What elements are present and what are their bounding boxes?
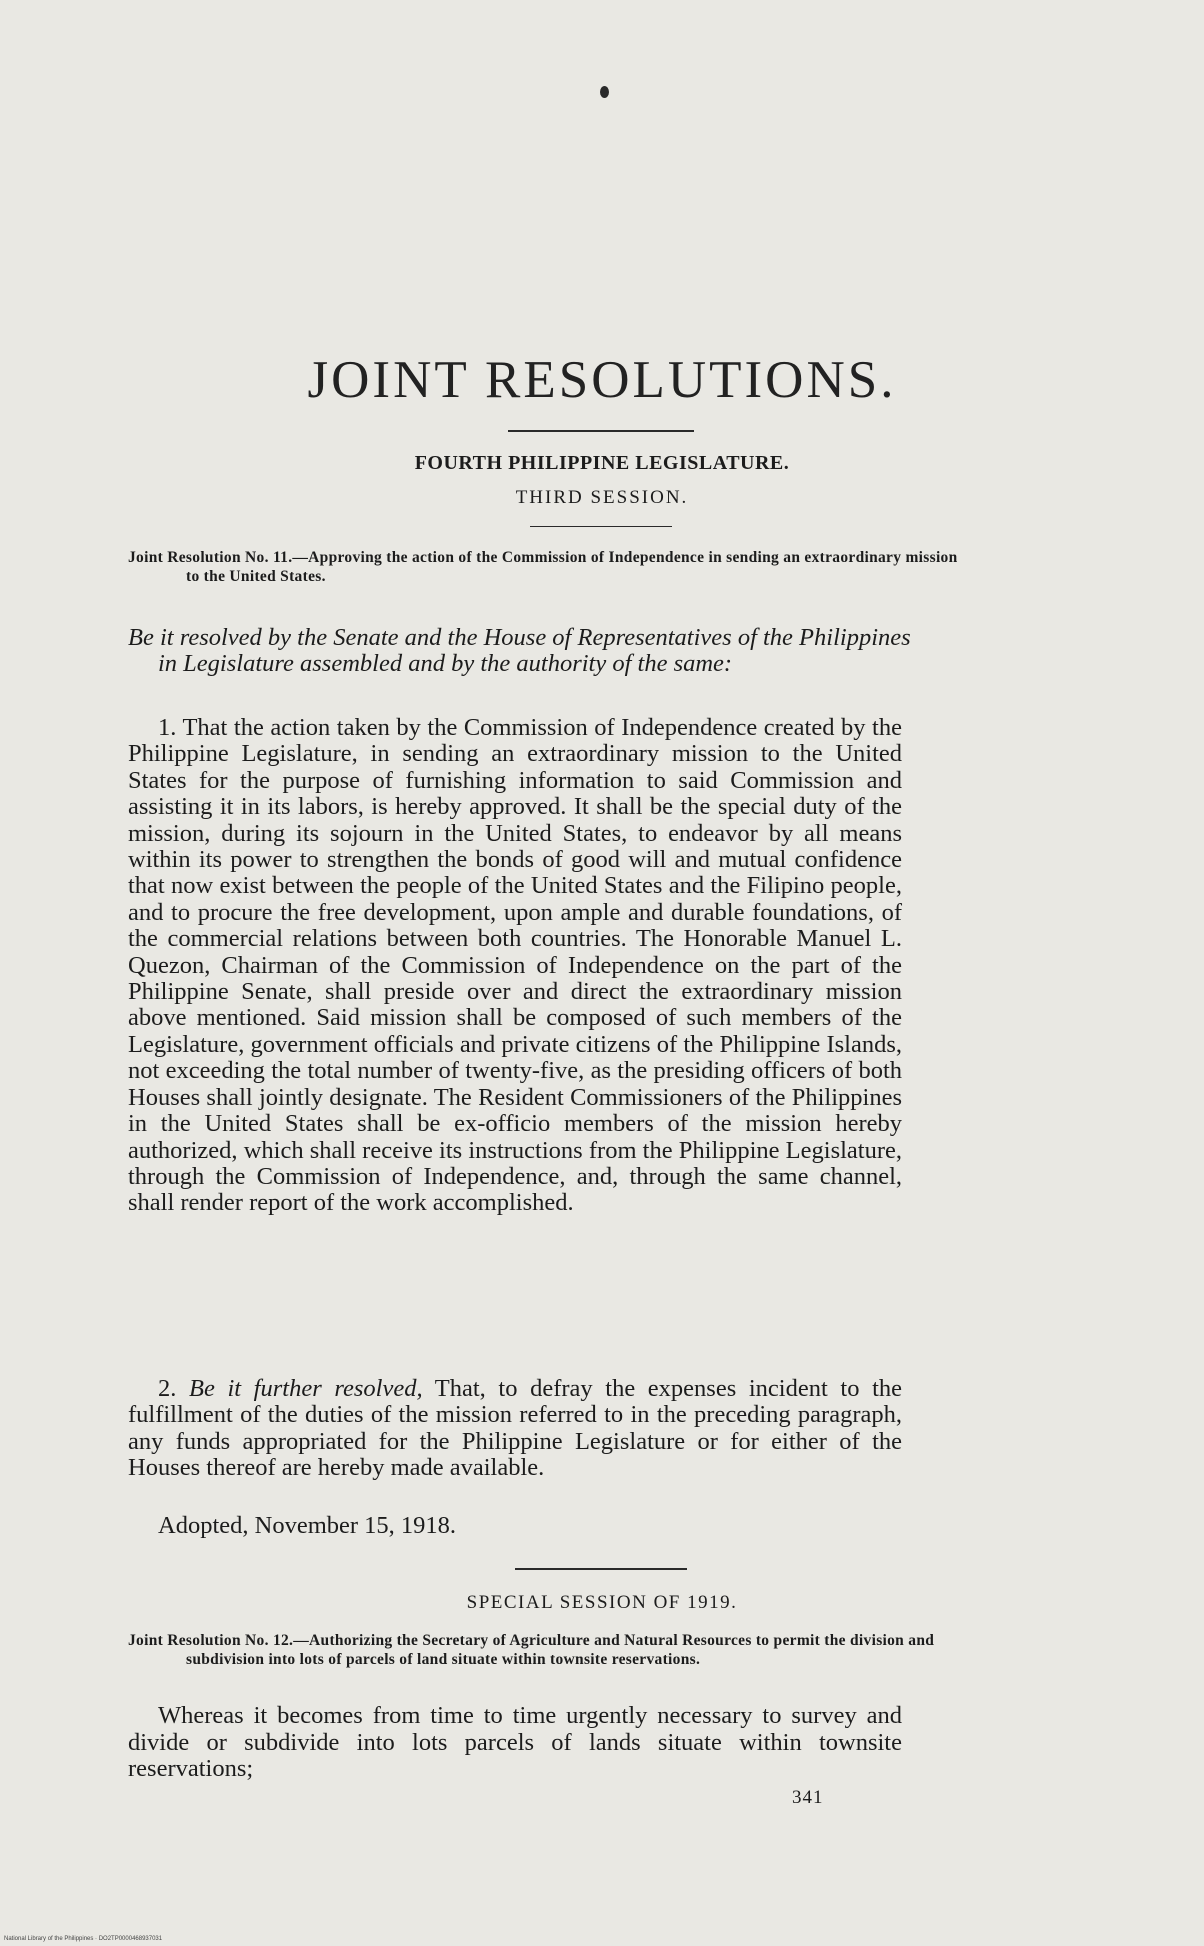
resolution-11-preamble: Be it resolved by the Senate and the House of Representatives of the Philippines in Legislature assembled and by the authority of the same: (128, 624, 911, 677)
page-title: JOINT RESOLUTIONS. (307, 351, 897, 409)
adopted-rule (515, 1568, 687, 1570)
session-rule (530, 526, 672, 527)
resolution-12-whereas: Whereas it becomes from time to time urgently necessary to survey and divide or subdivide into lots parcels of lands situate within townsite reservations; (128, 1702, 902, 1782)
special-session-heading: SPECIAL SESSION OF 1919. (466, 1592, 738, 1613)
ink-mark (600, 86, 609, 98)
resolution-11-caption: Joint Resolution No. 11.—Approving the action of the Commission of Independence in sending an extraordinary mission to the United States. (128, 549, 958, 585)
resolution-11-paragraph-1: 1. That the action taken by the Commission of Independence created by the Philippine Legislature, in sending an extraordinary mission to the United States for the purpose of furnishing information to said Commission and assisting it in its labors, is hereby approved. It shall be the special duty of the mission, during its sojourn in the United States, to endeavor by all means within its power to strengthen the bonds of good will and mutual confidence that now exist between the people of the United States and the Filipino people, and to procure the free development, upon ample and durable foundations, of the commercial relations between both countries. The Honorable Manuel L. Quezon, Chairman of the Commission of Independence on the part of the Philippine Senate, shall preside over and direct the extraordinary mission above mentioned. Said mission shall be composed of such members of the Legislature, government officials and private citizens of the Philippine Islands, not exceeding the total number of twenty-five, as the presiding officers of both Houses shall jointly designate. The Resident Commissioners of the Philippines in the United States shall be ex-officio members of the mission hereby authorized, which shall receive its instructions from the Philippine Legislature, through the Commission of Independence, and, through the same channel, shall render report of the work accomplished. (128, 714, 902, 1217)
legislature-heading: FOURTH PHILIPPINE LEGISLATURE. (414, 452, 790, 474)
session-heading: THIRD SESSION. (515, 487, 689, 508)
paragraph-2-text: That, to defray the expenses incident to the fulfillment of the duties of the mission referred to in the preceding paragraph, any funds appropriated for the Philippine Legislature or for either of the Houses thereof are hereby made available. (128, 1375, 903, 1482)
page-number: 341 (792, 1787, 824, 1808)
paragraph-2-italic: Be it further resolved, (189, 1375, 423, 1402)
resolution-12-caption: Joint Resolution No. 12.—Authorizing the Secretary of Agriculture and Natural Resources to permit the division and subdivision into lots of parcels of land situate within townsite reservations. (128, 1632, 935, 1668)
paragraph-2-number: 2. (158, 1375, 177, 1402)
library-footer: National Library of the Philippines · DO2TP0000468937031 (4, 1936, 163, 1942)
title-rule (508, 430, 694, 432)
adopted-date: Adopted, November 15, 1918. (158, 1512, 457, 1539)
resolution-11-paragraph-2 (128, 1376, 902, 1482)
